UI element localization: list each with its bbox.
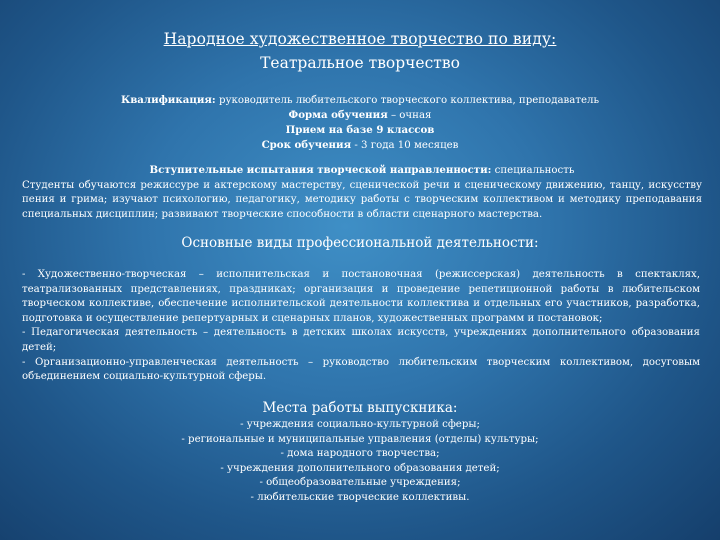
study-form-row [0, 108, 720, 123]
workplace-item: - региональные и муниципальные управления (отделы) культуры; [181, 433, 539, 445]
activity-item: - Художественно-творческая – исполнительская и постановочная (режиссерская) деятельность в спектаклях, театрализованных представлениях, праздниках; организация и проведение репетиционной работы в любительском творческом коллективе, обеспечение исполнительской деятельности коллектива и отдельных его участников, разработка, подготовка и осуществление репертуарных и сценарных планов, художественных программ и постановок; [22, 269, 700, 324]
admission-label: Прием на базе 9 классов [285, 124, 435, 136]
slide-title-line1: Народное художественное творчество по виду: [163, 30, 557, 48]
activities-heading: Основные виды профессиональной деятельности: [181, 235, 539, 251]
qualification-label: Квалификация: [120, 94, 216, 106]
study-term-label: Срок обучения [261, 139, 352, 151]
slide-title-line2: Театральное творчество [260, 54, 460, 72]
study-term-value: - 3 года 10 месяцев [351, 140, 459, 151]
study-form-value: – очная [387, 110, 432, 121]
study-term-row [0, 138, 720, 153]
activity-item: - Педагогическая деятельность – деятельность в детских школах искусств, учреждениях дополнительного образования детей; [22, 327, 700, 353]
study-form-label: Форма обучения [288, 109, 388, 121]
workplace-item: - учреждения социально-культурной сферы; [240, 419, 480, 430]
entrance-row [22, 163, 702, 179]
activity-item: - Организационно-управленческая деятельность – руководство любительским творческим коллективом, досуговым объединением социально-культурной сферы. [22, 356, 700, 383]
workplaces-list [0, 418, 720, 506]
workplaces-heading: Места работы выпускника: [262, 400, 458, 416]
workplace-item: - общеобразовательные учреждения; [259, 477, 461, 489]
entrance-value: специальность [491, 165, 575, 176]
workplace-item: - учреждения дополнительного образования детей; [220, 462, 500, 474]
workplace-item: - дома народного творчества; [280, 448, 440, 460]
workplace-item: - любительские творческие коллективы. [250, 491, 470, 503]
entrance-block [22, 163, 702, 222]
entrance-description: Студенты обучаются режиссуре и актерскому мастерству, сценической речи и сценическому движению, танцу, искусству пения и грима; изучают психологию, педагогику, методику работы с творческим коллективом и методику преподавания специальных дисциплин; развивают творческие способности в области сценарного мастерства. [22, 179, 702, 220]
activities-list [22, 268, 700, 385]
admission-row [0, 123, 720, 138]
qualification-row [0, 93, 720, 108]
qualification-value: руководитель любительского творческого коллектива, преподаватель [215, 95, 600, 106]
qualification-block [0, 93, 720, 153]
entrance-label: Вступительные испытания творческой направленности: [149, 164, 492, 176]
